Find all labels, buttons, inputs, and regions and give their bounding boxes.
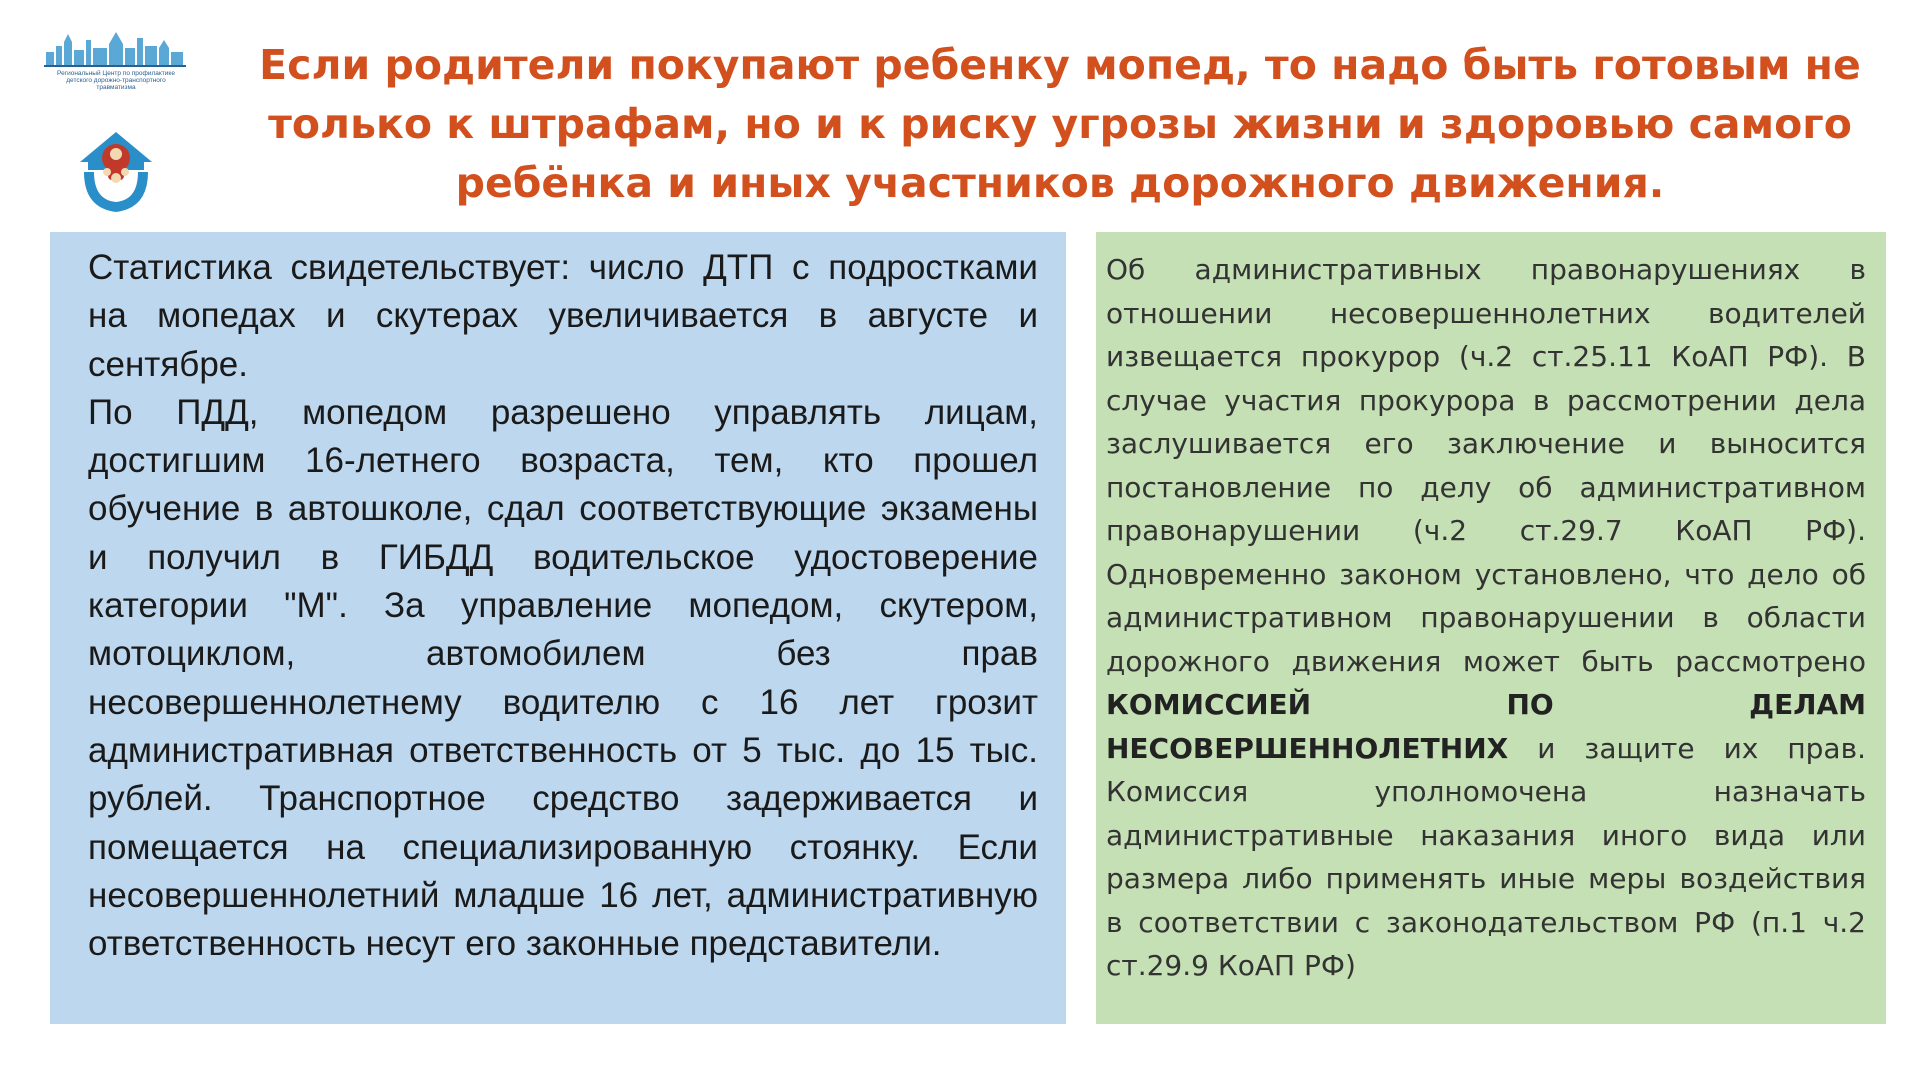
traffic-rules-paragraph: По ПДД, мопедом разрешено управлять лицам, достигшим 16-летнего возраста, тем, кто прошел обучение в автошколе, сдал соответствующие экзамены и получил в ГИБДД водительское удостоверение категории "М". За управление мопедом, скутером, мотоциклом, автомобилем без прав несовершеннолетнему водителю с 16 лет грозит административная ответственность от 5 тыс. до 15 тыс. рублей. Транспортное средство задерживается и помещается на специализированную стоянку. Если несовершеннолетний младше 16 лет, административную ответственность несут его законные представители. (88, 392, 1038, 964)
org-logo (40, 28, 190, 188)
legal-text-before: Об административных правонарушениях в отношении несовершеннолетних водителей извещается прокурор (ч.2 ст.25.11 КоАП РФ). В случае участия прокурора в рассмотрении дела заслушивается его заключение и выносится постановление по делу об административном правонарушении (ч.2 ст.29.7 КоАП РФ). Одновременно законом установлено, что дело об административном правонарушении в области дорожного движения может быть рассмотрено (1106, 253, 1866, 678)
statistics-paragraph: Статистика свидетельствует: число ДТП с подростками на мопедах и скутерах увеличивается в августе и сентябре. (88, 248, 1038, 384)
commission-name: КОМИССИЕЙ ПО ДЕЛАМ НЕСОВЕРШЕННОЛЕТНИХ (1106, 688, 1866, 765)
city-skyline-icon (44, 28, 186, 68)
legal-paragraph (1106, 248, 1866, 988)
legal-info-panel (1096, 232, 1886, 1024)
legal-text-after: и защите их прав. Комиссия уполномочена назначать административные наказания иного вида или размера либо применять иные меры воздействия в соответствии с законодательством РФ (п.1 ч.2 ст.29.9 КоАП РФ) (1106, 731, 1866, 982)
family-house-icon (76, 128, 156, 214)
org-name: Региональный Центр по профилактике детского дорожно-транспортного травматизма (57, 70, 175, 91)
statistics-panel (50, 232, 1066, 1024)
page-title: Если родители покупают ребенку мопед, то надо быть готовым не только к штрафам, но и к риску угрозы жизни и здоровью самого ребёнка и иных участников дорожного движения. (259, 41, 1861, 207)
